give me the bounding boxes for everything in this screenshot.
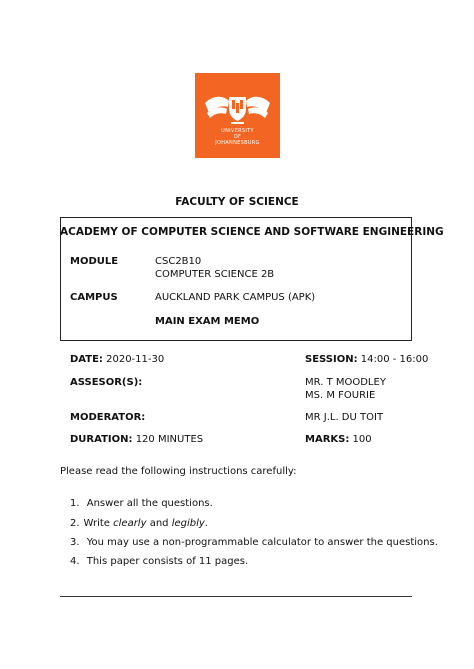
instruction-text: Answer all the questions. bbox=[86, 498, 213, 509]
moderator-label: MODERATOR: bbox=[70, 412, 146, 423]
moderator-value: MR J.L. DU TOIT bbox=[305, 412, 384, 423]
footer-rule bbox=[60, 596, 412, 597]
academy-title: ACADEMY OF COMPUTER SCIENCE AND SOFTWARE ENGINEERING bbox=[60, 226, 444, 238]
module-code: CSC2B10 bbox=[155, 256, 202, 267]
instruction-item bbox=[70, 537, 438, 549]
university-logo bbox=[195, 73, 280, 158]
assessor-1: MR. T MOODLEY bbox=[305, 377, 386, 388]
instruction-emphasis: clearly bbox=[113, 518, 147, 529]
duration-value: 120 MINUTES bbox=[135, 434, 204, 445]
assessors-label: ASSESOR(S): bbox=[70, 377, 143, 388]
instruction-number: 1. bbox=[70, 498, 80, 509]
module-label: MODULE bbox=[70, 256, 119, 267]
instructions-intro: Please read the following instructions carefully: bbox=[60, 466, 297, 477]
logo-text-line2: OF bbox=[233, 134, 242, 140]
date-label: DATE: bbox=[70, 354, 103, 365]
session-row bbox=[305, 354, 428, 366]
instruction-text: This paper consists of 11 pages. bbox=[86, 556, 249, 567]
duration-label: DURATION: bbox=[70, 434, 133, 445]
instruction-text: and bbox=[146, 518, 172, 529]
instruction-text: Write bbox=[83, 518, 114, 529]
logo-text-line3: JOHANNESBURG bbox=[215, 140, 260, 146]
campus-label: CAMPUS bbox=[70, 292, 118, 303]
module-name: COMPUTER SCIENCE 2B bbox=[155, 269, 275, 280]
date-row bbox=[70, 354, 164, 366]
session-value: 14:00 - 16:00 bbox=[360, 354, 429, 365]
instruction-emphasis: legibly bbox=[171, 518, 205, 529]
assessor-2: MS. M FOURIE bbox=[305, 390, 376, 401]
instruction-text: You may use a non-programmable calculator to answer the questions. bbox=[86, 537, 438, 548]
instruction-number: 4. bbox=[70, 556, 80, 567]
instruction-item bbox=[70, 518, 208, 530]
memo-title: MAIN EXAM MEMO bbox=[155, 316, 260, 327]
instruction-number: 2. bbox=[70, 518, 80, 529]
marks-row bbox=[305, 434, 372, 446]
faculty-title: FACULTY OF SCIENCE bbox=[175, 196, 299, 208]
logo-text-line1: UNIVERSITY bbox=[221, 128, 254, 134]
date-value: 2020-11-30 bbox=[106, 354, 165, 365]
campus-value: AUCKLAND PARK CAMPUS (APK) bbox=[155, 292, 316, 303]
duration-row bbox=[70, 434, 203, 446]
session-label: SESSION: bbox=[305, 354, 358, 365]
instruction-text: . bbox=[204, 518, 208, 529]
instruction-number: 3. bbox=[70, 537, 80, 548]
instruction-item bbox=[70, 498, 213, 510]
instruction-item bbox=[70, 556, 248, 568]
marks-label: MARKS: bbox=[305, 434, 350, 445]
marks-value: 100 bbox=[352, 434, 372, 445]
